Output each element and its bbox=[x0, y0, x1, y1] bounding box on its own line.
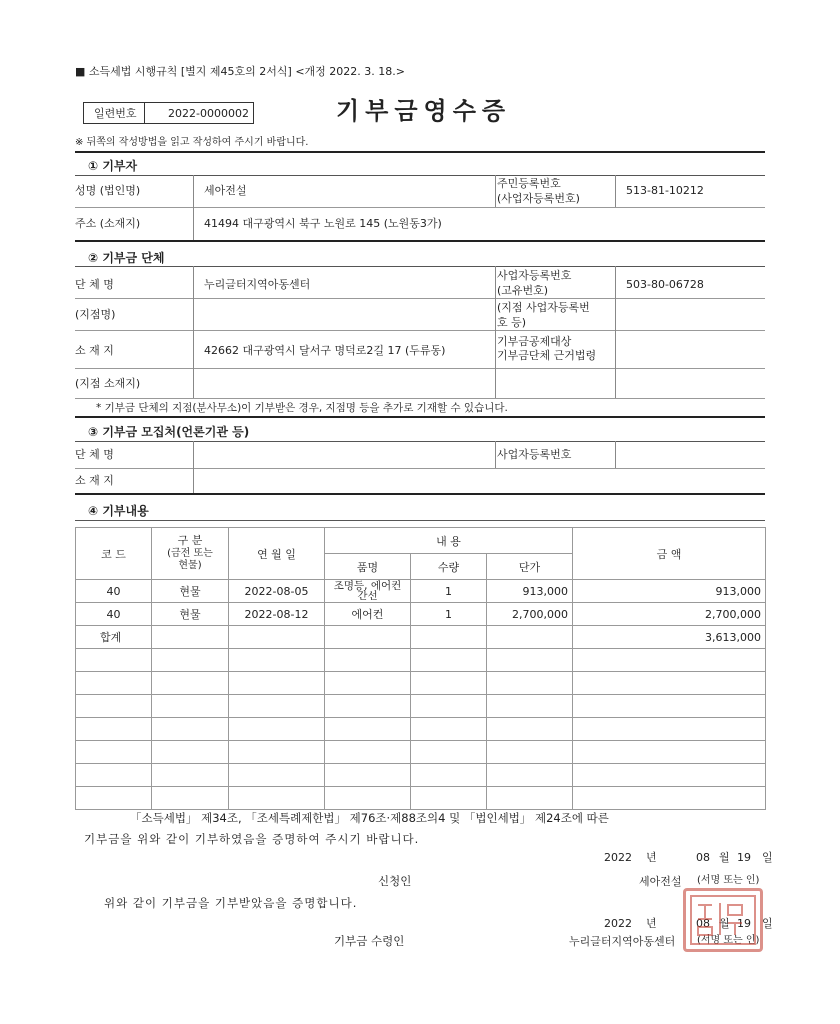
section-org-title: ② 기부금 단체 bbox=[88, 251, 165, 265]
date2-month: 08 bbox=[696, 917, 710, 930]
date1-day-unit: 일 bbox=[762, 851, 773, 864]
collector-reg-label: 사업자등록번호 bbox=[497, 448, 572, 461]
org-branch-label: (지점명) bbox=[75, 308, 116, 321]
org-footnote: * 기부금 단체의 지점(분사무소)이 기부받은 경우, 지점명 등을 추가로 기재할 수 있습니다. bbox=[96, 402, 508, 414]
row-amount: 913,000 bbox=[573, 580, 766, 603]
row-date: 2022-08-05 bbox=[229, 580, 325, 603]
header-item: 품명 bbox=[325, 554, 411, 580]
donor-name-value: 세아전설 bbox=[204, 184, 247, 197]
table-row bbox=[76, 603, 766, 626]
date2-day-unit: 일 bbox=[762, 917, 773, 930]
date2-month-unit: 월 bbox=[719, 917, 730, 930]
row-code: 40 bbox=[76, 580, 152, 603]
row-item: 조명등, 에어컨 간선 bbox=[325, 580, 411, 603]
certification-line-2: 기부금을 위와 같이 기부하였음을 증명하여 주시기 바랍니다. bbox=[84, 832, 420, 846]
donor-id-label-1: 주민등록번호 bbox=[497, 177, 561, 190]
section-contents-title: ④ 기부내용 bbox=[88, 504, 149, 518]
certification-line-1: 「소득세법」 제34조, 「조세특례제한법」 제76조·제88조의4 및 「법인세법」 제24조에 따른 bbox=[130, 811, 609, 825]
date2-day: 19 bbox=[737, 917, 751, 930]
donor-name-label: 성명 (법인명) bbox=[75, 184, 141, 197]
serial-value: 2022-0000002 bbox=[168, 107, 249, 120]
section-donor-title: ① 기부자 bbox=[88, 159, 138, 173]
header-code: 코 드 bbox=[76, 528, 152, 580]
date1-month-unit: 월 bbox=[719, 851, 730, 864]
serial-box bbox=[83, 102, 254, 124]
date2-year-unit: 년 bbox=[646, 917, 657, 930]
header-details: 내 용 bbox=[325, 528, 573, 554]
org-legal-basis-label-2: 기부금단체 근거법령 bbox=[497, 349, 597, 362]
donation-table bbox=[75, 527, 766, 810]
org-location-label: 소 재 지 bbox=[75, 344, 114, 357]
collector-name-label: 단 체 명 bbox=[75, 448, 114, 461]
row-date: 2022-08-12 bbox=[229, 603, 325, 626]
row-unit-price: 2,700,000 bbox=[487, 603, 573, 626]
total-amount: 3,613,000 bbox=[573, 626, 766, 649]
page-title: 기부금영수증 bbox=[336, 97, 512, 125]
org-branch-reg-label-2: 호 등) bbox=[497, 316, 527, 329]
date1-year-unit: 년 bbox=[646, 851, 657, 864]
row-quantity: 1 bbox=[411, 580, 487, 603]
row-category: 현물 bbox=[152, 603, 229, 626]
header-unit-price: 단가 bbox=[487, 554, 573, 580]
date1-month: 08 bbox=[696, 851, 710, 864]
row-unit-price: 913,000 bbox=[487, 580, 573, 603]
org-name-value: 누리글터지역아동센터 bbox=[204, 278, 311, 291]
recipient-sign-label: (서명 또는 인) bbox=[697, 935, 760, 946]
org-branch-location-label: (지점 소재지) bbox=[75, 377, 141, 390]
org-branch-reg-label-1: (지점 사업자등록번 bbox=[497, 301, 590, 314]
header-date: 연 월 일 bbox=[229, 528, 325, 580]
org-reg-value: 503-80-06728 bbox=[626, 278, 704, 291]
recipient-name: 누리글터지역아동센터 bbox=[569, 935, 676, 948]
applicant-name: 세아전설 bbox=[639, 875, 682, 888]
row-quantity: 1 bbox=[411, 603, 487, 626]
donor-id-value: 513-81-10212 bbox=[626, 184, 704, 197]
row-category: 현물 bbox=[152, 580, 229, 603]
row-code: 40 bbox=[76, 603, 152, 626]
total-row bbox=[76, 626, 766, 649]
form-reference: ■ 소득세법 시행규칙 [별지 제45호의 2서식] <개정 2022. 3. 18.> bbox=[75, 65, 405, 78]
donor-id-label-2: (사업자등록번호) bbox=[497, 192, 580, 205]
org-legal-basis-label-1: 기부금공제대상 bbox=[497, 335, 572, 348]
organization-seal-stamp bbox=[683, 888, 763, 952]
org-reg-label-1: 사업자등록번호 bbox=[497, 269, 572, 282]
serial-label: 일련번호 bbox=[94, 107, 137, 120]
donor-address-label: 주소 (소재지) bbox=[75, 217, 141, 230]
date1-year: 2022 bbox=[604, 851, 632, 864]
header-amount: 금 액 bbox=[573, 528, 766, 580]
date2-year: 2022 bbox=[604, 917, 632, 930]
row-amount: 2,700,000 bbox=[573, 603, 766, 626]
table-row bbox=[76, 580, 766, 603]
header-category: 구 분 (금전 또는 현물) bbox=[152, 528, 229, 580]
applicant-sign-label: (서명 또는 인) bbox=[697, 875, 760, 886]
date1-day: 19 bbox=[737, 851, 751, 864]
org-location-value: 42662 대구광역시 달서구 명덕로2길 17 (두류동) bbox=[204, 344, 446, 357]
header-quantity: 수량 bbox=[411, 554, 487, 580]
section-collector-title: ③ 기부금 모집처(언론기관 등) bbox=[88, 425, 250, 439]
org-name-label: 단 체 명 bbox=[75, 278, 114, 291]
org-reg-label-2: (고유번호) bbox=[497, 284, 549, 297]
recipient-label: 기부금 수령인 bbox=[334, 934, 405, 948]
received-statement: 위와 같이 기부금을 기부받았음을 증명합니다. bbox=[104, 896, 358, 910]
donor-address-value: 41494 대구광역시 북구 노원로 145 (노원동3가) bbox=[204, 217, 442, 230]
collector-location-label: 소 재 지 bbox=[75, 474, 114, 487]
row-item: 에어컨 bbox=[325, 603, 411, 626]
applicant-label: 신청인 bbox=[378, 874, 412, 888]
total-label: 합계 bbox=[76, 626, 152, 649]
notice-text: ※ 뒤쪽의 작성방법을 읽고 작성하여 주시기 바랍니다. bbox=[75, 137, 309, 148]
